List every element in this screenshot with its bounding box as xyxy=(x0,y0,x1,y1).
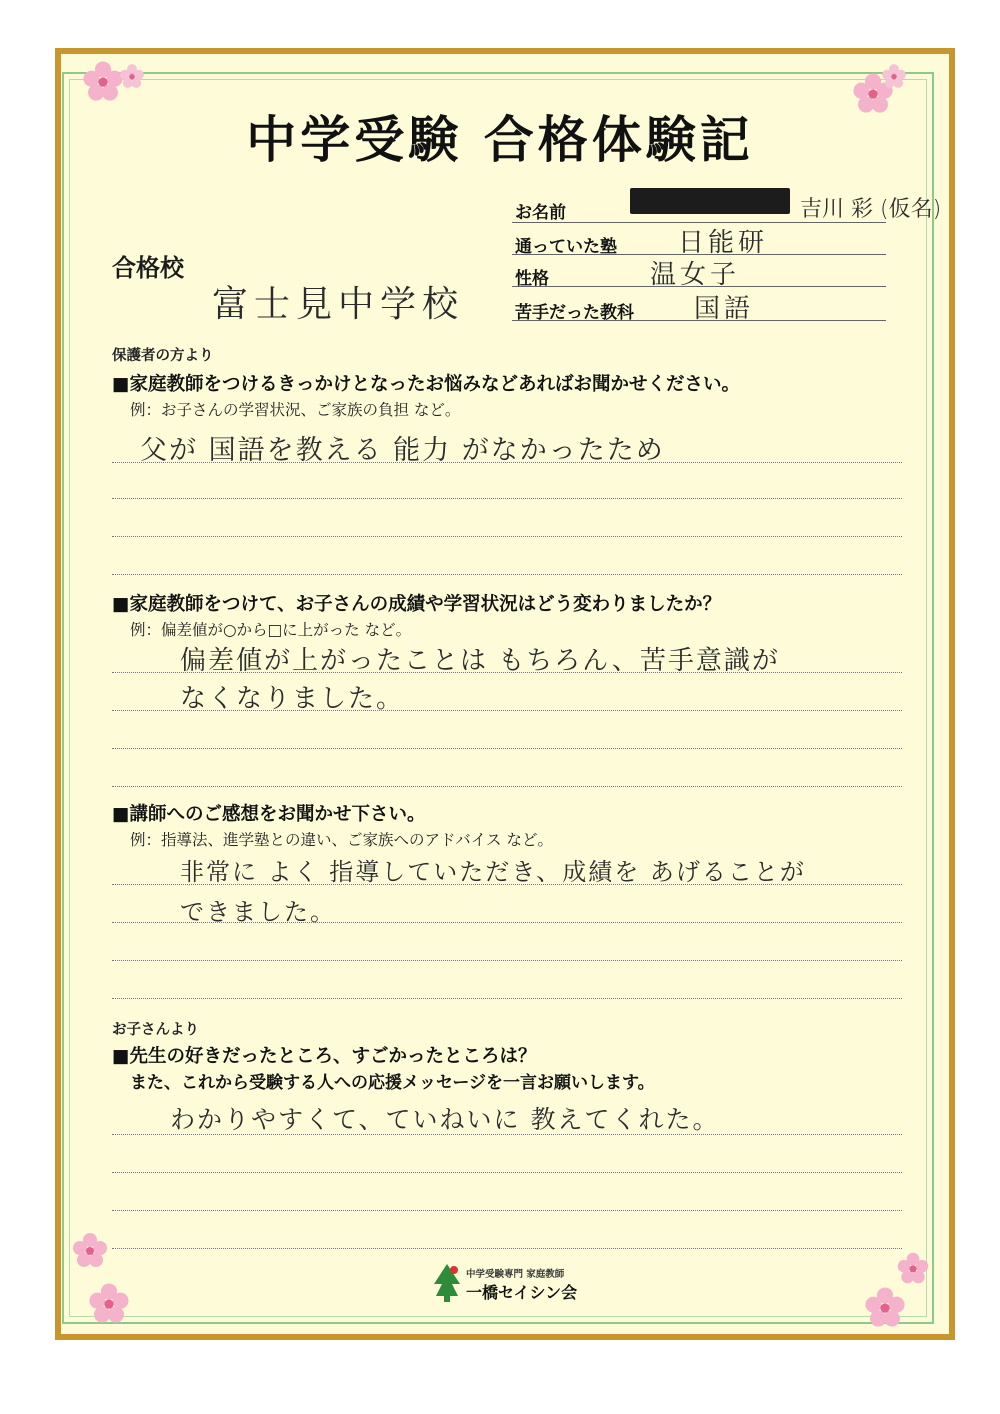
logo-tagline: 中学受験専門 家庭教師 xyxy=(466,1269,565,1280)
weak-subject-value: 国語 xyxy=(694,294,755,324)
school-value: 富士見中学校 xyxy=(212,284,465,325)
writing-line xyxy=(112,536,902,537)
name-value: 吉川 彩 (仮名) xyxy=(800,197,942,222)
flower-icon xyxy=(895,1250,931,1286)
writing-line xyxy=(112,748,902,749)
question-3-example: 例：指導法、進学塾との違い、ご家族へのアドバイス など。 xyxy=(130,831,553,849)
answer-3-line-2: できました。 xyxy=(180,898,336,926)
page-title: 中学受験 合格体験記 xyxy=(246,110,754,169)
answer-3-line-1: 非常に よく 指導していただき、成績を あげることが xyxy=(180,858,806,886)
parent-section-heading: 保護者の方より xyxy=(112,348,214,364)
question-2-example: 例：偏差値が○から□に上がった など。 xyxy=(130,621,412,639)
question-1: ■家庭教師をつけるきっかけとなったお悩みなどあればお聞かせください。 xyxy=(112,374,740,395)
writing-line xyxy=(112,1172,902,1173)
personality-label: 性格 xyxy=(515,269,549,289)
writing-line xyxy=(112,1134,902,1135)
writing-line xyxy=(112,1248,902,1249)
answer-1: 父が 国語を教える 能力 がなかったため xyxy=(140,435,665,466)
writing-line xyxy=(112,922,902,923)
writing-line xyxy=(112,710,902,711)
writing-line xyxy=(112,884,902,885)
name-label: お名前 xyxy=(515,203,566,223)
flower-icon xyxy=(118,62,146,90)
writing-line xyxy=(112,786,902,787)
writing-line xyxy=(112,672,902,673)
answer-2-line-2: なくなりました。 xyxy=(180,684,405,714)
divider xyxy=(512,320,886,321)
question-2: ■家庭教師をつけて、お子さんの成績や学習状況はどう変わりましたか？ xyxy=(112,594,722,615)
answer-4: わかりやすくて、ていねいに 教えてくれた。 xyxy=(170,1105,720,1134)
flower-icon xyxy=(86,1280,132,1326)
writing-line xyxy=(112,960,902,961)
writing-line xyxy=(112,1210,902,1211)
logo-name: 一橋セイシン会 xyxy=(466,1283,578,1302)
flower-icon xyxy=(862,1284,908,1330)
divider xyxy=(512,286,886,287)
flower-icon xyxy=(880,62,908,90)
writing-line xyxy=(112,998,902,999)
redacted-name xyxy=(630,188,790,214)
weak-subject-label: 苦手だった教科 xyxy=(515,303,634,323)
question-1-example: 例：お子さんの学習状況、ご家族の負担 など。 xyxy=(130,401,461,419)
juku-label: 通っていた塾 xyxy=(515,237,617,257)
writing-line xyxy=(112,462,902,463)
personality-value: 温女子 xyxy=(650,260,741,290)
writing-line xyxy=(112,574,902,575)
child-section-heading: お子さんより xyxy=(112,1022,199,1038)
question-4: ■先生の好きだったところ、すごかったところは？ xyxy=(112,1046,537,1067)
juku-value: 日能研 xyxy=(678,228,769,258)
flower-icon xyxy=(70,1230,110,1270)
school-label: 合格校 xyxy=(112,254,184,282)
answer-2-line-1: 偏差値が上がったことは もちろん、苦手意識が xyxy=(180,646,780,676)
question-4-subtext: また、これから受験する人への応援メッセージを一言お願いします。 xyxy=(130,1073,655,1093)
tree-logo-icon xyxy=(432,1262,462,1302)
writing-line xyxy=(112,498,902,499)
question-3: ■講師へのご感想をお聞かせ下さい。 xyxy=(112,804,426,825)
